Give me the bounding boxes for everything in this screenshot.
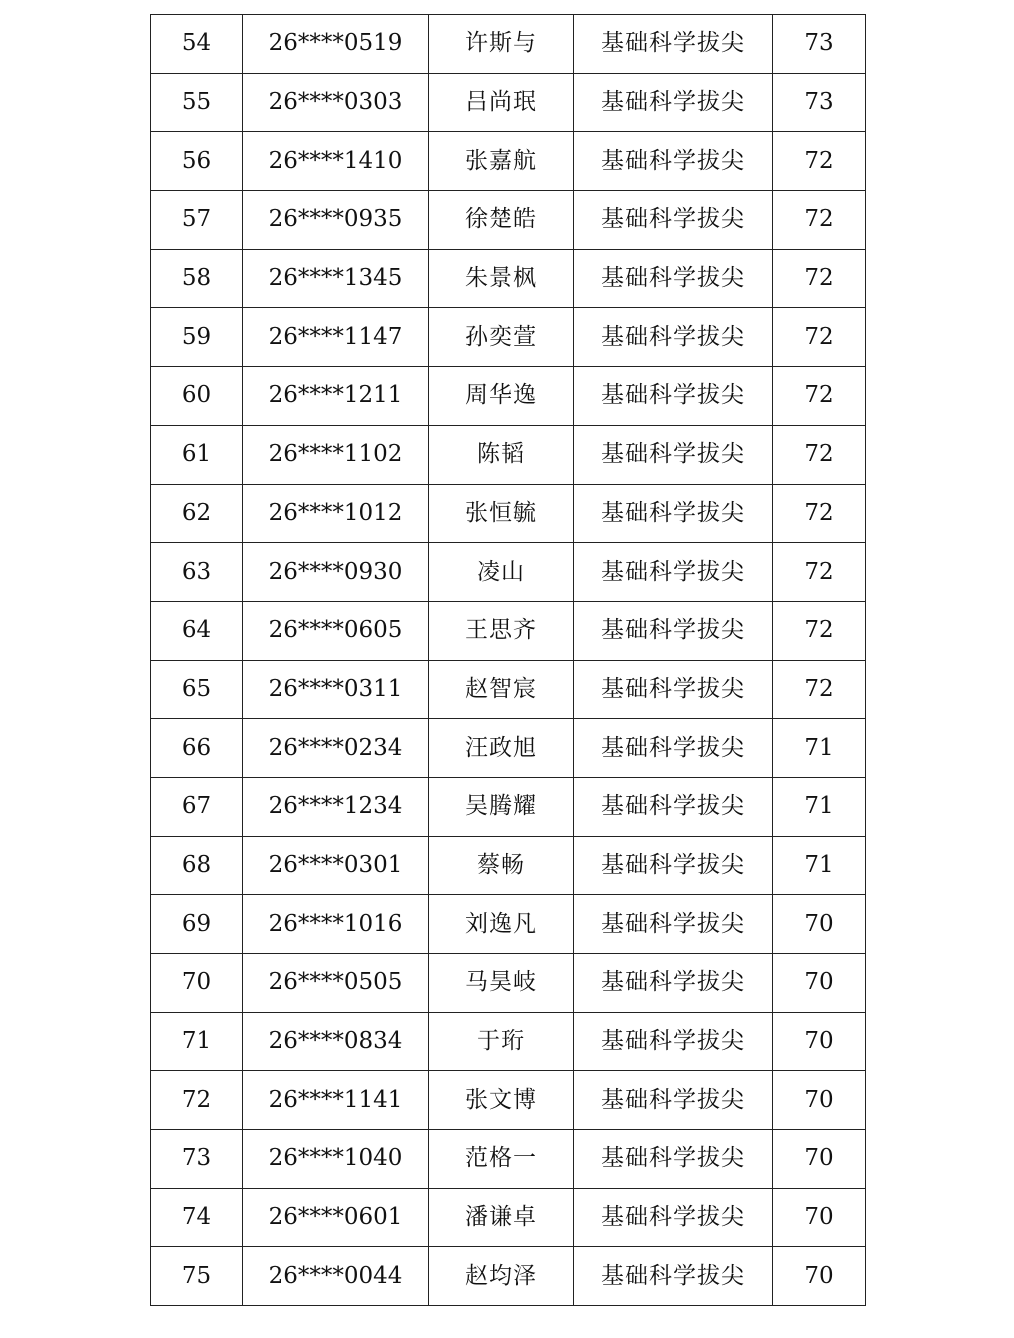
- table-row: [151, 1012, 866, 1071]
- candidate-id-cell: 26****0301: [243, 836, 429, 895]
- candidate-id-cell: 26****1040: [243, 1130, 429, 1189]
- category-cell: 基础科学拔尖: [574, 836, 773, 895]
- candidate-id-cell: 26****0234: [243, 719, 429, 778]
- row-number-cell: 57: [151, 191, 243, 250]
- candidate-name-cell: 张嘉航: [429, 132, 574, 191]
- candidate-name-cell: 赵均泽: [429, 1247, 574, 1306]
- category-cell: 基础科学拔尖: [574, 1130, 773, 1189]
- results-table-body: [151, 15, 866, 1306]
- table-row: [151, 308, 866, 367]
- category-cell: 基础科学拔尖: [574, 954, 773, 1013]
- score-cell: 70: [773, 1012, 866, 1071]
- row-number-cell: 59: [151, 308, 243, 367]
- score-cell: 72: [773, 425, 866, 484]
- candidate-id-cell: 26****1102: [243, 425, 429, 484]
- row-number-cell: 56: [151, 132, 243, 191]
- table-row: [151, 73, 866, 132]
- row-number-cell: 68: [151, 836, 243, 895]
- candidate-id-cell: 26****0519: [243, 15, 429, 74]
- candidate-id-cell: 26****0930: [243, 543, 429, 602]
- candidate-name-cell: 孙奕萱: [429, 308, 574, 367]
- score-cell: 72: [773, 132, 866, 191]
- score-cell: 73: [773, 73, 866, 132]
- score-cell: 72: [773, 191, 866, 250]
- candidate-name-cell: 张文博: [429, 1071, 574, 1130]
- candidate-id-cell: 26****0605: [243, 601, 429, 660]
- row-number-cell: 67: [151, 777, 243, 836]
- score-cell: 73: [773, 15, 866, 74]
- score-cell: 71: [773, 777, 866, 836]
- candidate-name-cell: 徐楚皓: [429, 191, 574, 250]
- row-number-cell: 62: [151, 484, 243, 543]
- candidate-name-cell: 许斯与: [429, 15, 574, 74]
- table-row: [151, 1247, 866, 1306]
- table-row: [151, 777, 866, 836]
- row-number-cell: 73: [151, 1130, 243, 1189]
- category-cell: 基础科学拔尖: [574, 73, 773, 132]
- score-cell: 70: [773, 1130, 866, 1189]
- candidate-id-cell: 26****0505: [243, 954, 429, 1013]
- candidate-name-cell: 于珩: [429, 1012, 574, 1071]
- table-row: [151, 1188, 866, 1247]
- candidate-id-cell: 26****1234: [243, 777, 429, 836]
- score-cell: 72: [773, 367, 866, 426]
- row-number-cell: 70: [151, 954, 243, 1013]
- row-number-cell: 58: [151, 249, 243, 308]
- candidate-name-cell: 吴腾耀: [429, 777, 574, 836]
- results-table: [150, 14, 866, 1306]
- row-number-cell: 75: [151, 1247, 243, 1306]
- candidate-name-cell: 王思齐: [429, 601, 574, 660]
- candidate-id-cell: 26****1147: [243, 308, 429, 367]
- row-number-cell: 74: [151, 1188, 243, 1247]
- category-cell: 基础科学拔尖: [574, 660, 773, 719]
- category-cell: 基础科学拔尖: [574, 249, 773, 308]
- category-cell: 基础科学拔尖: [574, 1188, 773, 1247]
- table-row: [151, 132, 866, 191]
- row-number-cell: 60: [151, 367, 243, 426]
- candidate-id-cell: 26****0601: [243, 1188, 429, 1247]
- category-cell: 基础科学拔尖: [574, 191, 773, 250]
- row-number-cell: 54: [151, 15, 243, 74]
- candidate-name-cell: 汪政旭: [429, 719, 574, 778]
- table-row: [151, 895, 866, 954]
- category-cell: 基础科学拔尖: [574, 601, 773, 660]
- table-row: [151, 543, 866, 602]
- score-cell: 72: [773, 484, 866, 543]
- category-cell: 基础科学拔尖: [574, 15, 773, 74]
- candidate-id-cell: 26****0834: [243, 1012, 429, 1071]
- table-row: [151, 191, 866, 250]
- candidate-name-cell: 刘逸凡: [429, 895, 574, 954]
- candidate-name-cell: 朱景枫: [429, 249, 574, 308]
- table-row: [151, 425, 866, 484]
- candidate-id-cell: 26****0044: [243, 1247, 429, 1306]
- row-number-cell: 72: [151, 1071, 243, 1130]
- row-number-cell: 55: [151, 73, 243, 132]
- candidate-name-cell: 吕尚珉: [429, 73, 574, 132]
- score-cell: 71: [773, 836, 866, 895]
- row-number-cell: 71: [151, 1012, 243, 1071]
- table-row: [151, 1130, 866, 1189]
- candidate-id-cell: 26****0311: [243, 660, 429, 719]
- score-cell: 70: [773, 1188, 866, 1247]
- candidate-id-cell: 26****1016: [243, 895, 429, 954]
- category-cell: 基础科学拔尖: [574, 719, 773, 778]
- table-row: [151, 836, 866, 895]
- category-cell: 基础科学拔尖: [574, 1071, 773, 1130]
- score-cell: 71: [773, 719, 866, 778]
- row-number-cell: 64: [151, 601, 243, 660]
- score-cell: 70: [773, 1247, 866, 1306]
- candidate-id-cell: 26****1345: [243, 249, 429, 308]
- candidate-name-cell: 陈韬: [429, 425, 574, 484]
- table-row: [151, 484, 866, 543]
- category-cell: 基础科学拔尖: [574, 367, 773, 426]
- category-cell: 基础科学拔尖: [574, 777, 773, 836]
- score-cell: 70: [773, 895, 866, 954]
- score-cell: 72: [773, 660, 866, 719]
- table-row: [151, 660, 866, 719]
- category-cell: 基础科学拔尖: [574, 1012, 773, 1071]
- candidate-name-cell: 凌山: [429, 543, 574, 602]
- row-number-cell: 69: [151, 895, 243, 954]
- score-cell: 70: [773, 954, 866, 1013]
- table-row: [151, 249, 866, 308]
- results-table-container: [150, 14, 866, 1306]
- candidate-name-cell: 马昊岐: [429, 954, 574, 1013]
- candidate-name-cell: 潘谦卓: [429, 1188, 574, 1247]
- candidate-name-cell: 周华逸: [429, 367, 574, 426]
- score-cell: 72: [773, 601, 866, 660]
- candidate-name-cell: 张恒毓: [429, 484, 574, 543]
- table-row: [151, 1071, 866, 1130]
- candidate-id-cell: 26****0935: [243, 191, 429, 250]
- score-cell: 72: [773, 308, 866, 367]
- table-row: [151, 954, 866, 1013]
- row-number-cell: 61: [151, 425, 243, 484]
- score-cell: 70: [773, 1071, 866, 1130]
- row-number-cell: 63: [151, 543, 243, 602]
- category-cell: 基础科学拔尖: [574, 484, 773, 543]
- table-row: [151, 15, 866, 74]
- score-cell: 72: [773, 249, 866, 308]
- candidate-id-cell: 26****1211: [243, 367, 429, 426]
- row-number-cell: 65: [151, 660, 243, 719]
- row-number-cell: 66: [151, 719, 243, 778]
- category-cell: 基础科学拔尖: [574, 1247, 773, 1306]
- table-row: [151, 367, 866, 426]
- category-cell: 基础科学拔尖: [574, 425, 773, 484]
- category-cell: 基础科学拔尖: [574, 132, 773, 191]
- candidate-id-cell: 26****1012: [243, 484, 429, 543]
- candidate-name-cell: 范格一: [429, 1130, 574, 1189]
- table-row: [151, 601, 866, 660]
- score-cell: 72: [773, 543, 866, 602]
- candidate-id-cell: 26****0303: [243, 73, 429, 132]
- candidate-name-cell: 蔡畅: [429, 836, 574, 895]
- table-row: [151, 719, 866, 778]
- category-cell: 基础科学拔尖: [574, 308, 773, 367]
- candidate-name-cell: 赵智宸: [429, 660, 574, 719]
- category-cell: 基础科学拔尖: [574, 895, 773, 954]
- category-cell: 基础科学拔尖: [574, 543, 773, 602]
- candidate-id-cell: 26****1410: [243, 132, 429, 191]
- candidate-id-cell: 26****1141: [243, 1071, 429, 1130]
